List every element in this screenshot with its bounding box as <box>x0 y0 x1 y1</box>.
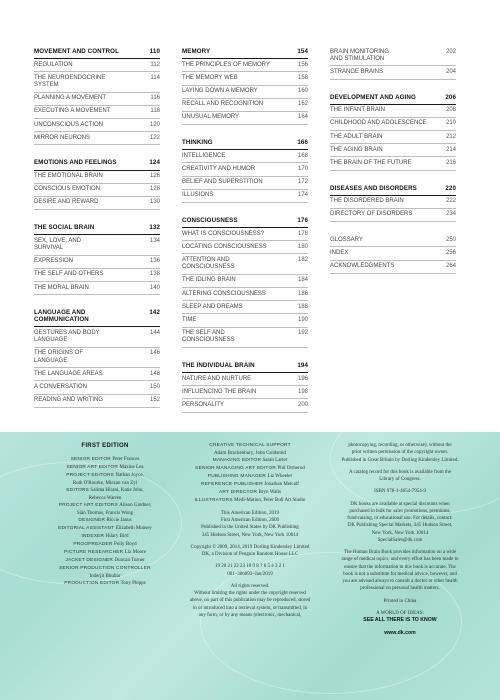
toc-entry[interactable] <box>182 386 308 399</box>
toc-entry[interactable] <box>34 348 160 368</box>
toc-entry[interactable] <box>34 381 160 394</box>
entry-page-number: 162 <box>297 101 308 108</box>
credits-column-3 <box>325 442 475 637</box>
entry-title: ATTENTION AND CONSCIOUSNESS <box>182 256 235 271</box>
credit-line <box>30 495 180 502</box>
credit-line <box>30 533 180 541</box>
entry-title: GESTURES AND BODY LANGUAGE <box>34 329 100 344</box>
section-page-number: 194 <box>297 361 308 369</box>
entry-title: INDEX <box>330 249 349 256</box>
entry-title: UNUSUAL MEMORY <box>182 114 240 121</box>
entry-page-number: 212 <box>445 133 456 140</box>
section-page-number: 110 <box>149 48 160 55</box>
credits-panel <box>0 432 500 700</box>
entry-title: LOCATING CONSCIOUSNESS <box>182 243 267 250</box>
credit-role: CREATIVE TECHNICAL SUPPORT <box>209 443 291 448</box>
section-title: THINKING <box>182 139 213 147</box>
credit-role: EDITORIAL ASSISTANT <box>58 526 115 532</box>
entry-page-number: 256 <box>445 249 456 256</box>
credit-line <box>175 442 325 450</box>
section-page-number: 132 <box>149 224 160 232</box>
entry-page-number: 180 <box>297 243 308 250</box>
credit-name: Siân Thomas, Francis Wong <box>76 510 134 516</box>
entry-page-number: 234 <box>445 211 456 218</box>
credit-line <box>175 497 325 505</box>
entry-page-number: 128 <box>149 186 160 193</box>
entry-title: BELIEF AND SUPERSTITION <box>182 179 263 186</box>
credit-line <box>175 489 325 497</box>
credit-line <box>30 502 180 510</box>
entry-title: STRANGE BRAINS <box>330 68 384 75</box>
toc-entry[interactable] <box>182 99 308 112</box>
toc-entry[interactable] <box>182 241 308 254</box>
toc-column-2 <box>182 46 308 425</box>
entry-title: GLOSSARY <box>330 236 363 243</box>
toc-entry[interactable] <box>330 131 456 144</box>
entry-title: DESIRE AND REWARD <box>34 199 99 206</box>
credit-line <box>175 450 325 457</box>
toc-entry[interactable] <box>34 395 160 408</box>
entry-page-number: 216 <box>445 159 456 166</box>
entry-page-number: 170 <box>297 165 308 172</box>
credit-name: Liz Moore <box>124 550 146 556</box>
credit-name: Ruth O'Rourke, Miezan van Zyl <box>72 480 138 486</box>
credit-name: Bryn Walls <box>258 490 281 496</box>
entry-title: BRAIN MONITORING AND STIMULATION <box>330 48 389 62</box>
entry-page-number: 152 <box>149 397 160 404</box>
entry-page-number: 156 <box>297 61 308 68</box>
credit-line <box>30 549 180 557</box>
toc-entry[interactable] <box>182 288 308 301</box>
entry-title: ALTERING CONSCIOUSNESS <box>182 290 266 297</box>
credit-role: PUBLISHING MANAGER <box>207 474 267 480</box>
credit-role: REFERENCE PUBLISHER <box>201 482 263 488</box>
entry-title: THE NEUROENDOCRINE SYSTEM <box>34 74 106 88</box>
entry-title: TIME <box>182 316 197 323</box>
toc-entry[interactable] <box>182 177 308 190</box>
credit-role: PRODUCTION EDITOR <box>64 581 120 587</box>
credit-line <box>30 487 180 495</box>
toc-entry[interactable] <box>34 171 160 184</box>
entry-title: THE ORIGINS OF LANGUAGE <box>34 350 84 364</box>
credit-name: Rebecca Warren <box>88 495 122 501</box>
toc-section <box>182 137 308 203</box>
website-link[interactable]: www.dk.com <box>384 629 416 636</box>
entry-page-number: 118 <box>150 108 160 115</box>
credit-line <box>30 464 180 472</box>
isbn: ISBN 978-1-4654-7954-9 <box>374 489 426 495</box>
section-page-number: 142 <box>149 309 160 317</box>
special-sales: DK books are available at special discounts when purchased in bulk for sales promotions, premiums, fund-raising, or educational use. For details, contact: DK Publishing Special Markets, 345 Hudson Street, New York, New York 10014 SpecialSales@dk.com <box>347 501 453 543</box>
entry-page-number: 120 <box>149 121 160 128</box>
credit-name: Tony Phipps <box>120 581 146 587</box>
toc-entry[interactable] <box>330 247 456 260</box>
section-page-number: 124 <box>149 159 160 167</box>
credit-role: EDITORS <box>66 487 90 493</box>
entry-title: THE IDLING BRAIN <box>182 277 236 284</box>
entry-title: THE SELF AND CONSCIOUSNESS <box>182 330 235 344</box>
toc-entry[interactable] <box>330 105 456 118</box>
toc-entry[interactable] <box>182 190 308 203</box>
entry-title: THE ADULT BRAIN <box>330 133 383 140</box>
entry-page-number: 190 <box>297 316 308 323</box>
credit-name: Polly Boyd <box>113 542 137 548</box>
edition-heading: FIRST EDITION <box>81 443 129 449</box>
entry-page-number: 164 <box>297 114 308 121</box>
entry-title: NATURE AND NURTURE <box>182 375 252 382</box>
credit-role: PROJECT EDITORS <box>66 472 115 478</box>
toc-entry[interactable] <box>34 132 160 145</box>
credit-line <box>175 473 325 481</box>
toc-section <box>34 46 160 145</box>
toc-entry[interactable] <box>330 209 456 222</box>
entry-page-number: 168 <box>297 152 308 159</box>
catalog-record: A catalog record for this book is available from the Library of Congress. <box>348 469 452 482</box>
credit-role: DESIGNER <box>78 518 106 524</box>
entry-page-number: 134 <box>149 237 160 244</box>
section-heading[interactable] <box>182 360 308 373</box>
entry-title: ILLUSIONS <box>182 192 214 199</box>
credit-name: Jonathan Metcalf <box>264 482 299 488</box>
credit-role: JACKET DESIGNER <box>65 557 114 563</box>
entry-title: THE BRAIN OF THE FUTURE <box>330 159 412 166</box>
toc-entry[interactable] <box>182 72 308 85</box>
credit-role: ILLUSTRATORS <box>194 497 233 503</box>
entry-page-number: 160 <box>297 88 308 94</box>
toc-entry[interactable] <box>330 261 456 274</box>
entry-title: THE AGING BRAIN <box>330 146 383 153</box>
credits-column-2 <box>175 442 325 624</box>
slogan: SEE ALL THERE IS TO KNOW <box>363 617 437 623</box>
section-heading[interactable] <box>34 46 160 59</box>
section-heading[interactable] <box>34 307 160 327</box>
entry-title: THE SELF AND OTHERS <box>34 271 104 278</box>
entry-page-number: 174 <box>297 192 308 199</box>
toc-entry[interactable] <box>182 314 308 327</box>
entry-page-number: 196 <box>297 375 308 382</box>
section-heading[interactable] <box>330 183 456 196</box>
toc-entry[interactable] <box>182 163 308 176</box>
entry-page-number: 144 <box>149 329 160 336</box>
entry-page-number: 172 <box>297 179 308 186</box>
toc-section <box>330 183 456 223</box>
toc-entry[interactable] <box>34 106 160 119</box>
toc-entry[interactable] <box>330 118 456 131</box>
entry-page-number: 112 <box>150 61 160 68</box>
credit-role: PROJECT ART EDITORS <box>58 503 118 508</box>
credit-name: Hilary Bird <box>105 534 129 540</box>
credit-line <box>30 580 180 588</box>
toc-entry[interactable] <box>182 112 308 125</box>
toc-entry[interactable] <box>34 282 160 295</box>
entry-page-number: 250 <box>445 236 456 243</box>
toc-entry[interactable] <box>330 144 456 157</box>
toc-entry[interactable] <box>34 269 160 282</box>
entry-page-number: 126 <box>149 173 160 180</box>
entry-title: INFLUENCING THE BRAIN <box>182 388 257 395</box>
credit-line <box>30 480 180 487</box>
credit-role: PICTURE RESEARCHER <box>64 550 124 556</box>
staff-list <box>175 442 325 505</box>
credit-name: Riccie Janus <box>106 518 132 524</box>
entry-page-number: 136 <box>149 258 160 265</box>
medical-disclaimer: The Human Brain Book provides information on a wide range of medical topics, and every effort has been made to ensure that the information in this book is accurate. The book is not a substitute for medical advice, however, and you are advised always to consult a doctor or other health professional on personal health matters. <box>341 550 459 592</box>
credit-role: MANAGING EDITOR <box>212 458 262 464</box>
entry-page-number: 140 <box>149 284 160 291</box>
entry-title: THE LANGUAGE AREAS <box>34 370 103 377</box>
toc-entry[interactable] <box>182 59 308 72</box>
credit-line <box>30 456 180 464</box>
entry-title: THE INFANT BRAIN <box>330 107 385 114</box>
section-title: THE INDIVIDUAL BRAIN <box>182 361 255 369</box>
section-title: MOVEMENT AND CONTROL <box>34 48 119 55</box>
entry-page-number: 114 <box>150 74 160 81</box>
section-title: DEVELOPMENT AND AGING <box>330 93 416 101</box>
entry-title: CONSCIOUS EMOTION <box>34 186 101 193</box>
credit-line <box>30 573 180 580</box>
toc-column-1 <box>34 46 160 420</box>
printed-in: Printed in China <box>383 598 417 604</box>
entry-title: PLANNING A MOVEMENT <box>34 95 107 102</box>
entry-title: EXECUTING A MOVEMENT <box>34 108 111 115</box>
section-heading[interactable] <box>182 137 308 150</box>
entry-page-number: 146 <box>149 350 160 357</box>
entry-title: UNCONSCIOUS ACTION <box>34 121 104 128</box>
toc-section <box>330 46 456 80</box>
toc-entry[interactable] <box>182 301 308 314</box>
credit-name: Duncan Turner <box>114 557 145 563</box>
credit-name: Medi-Mation, Peter Bull Art Studio <box>234 497 306 503</box>
entry-title: ACKNOWLEDGMENTS <box>330 263 395 269</box>
publication-info: This American Edition, 2019 First American Edition, 2009 Published in the United States by DK Publishing 345 Hudson Street, New York, New York 10014 <box>201 510 299 538</box>
toc-entry[interactable] <box>182 275 308 288</box>
credit-name: Peter Frances <box>112 456 140 462</box>
credit-line <box>175 457 325 465</box>
section-title: MEMORY <box>182 48 211 55</box>
toc-entry[interactable] <box>330 157 456 170</box>
section-title: EMOTIONS AND FEELINGS <box>34 159 117 167</box>
toc-entry[interactable] <box>182 150 308 163</box>
world-of-ideas: A WORLD OF IDEAS: <box>376 610 424 616</box>
toc-section <box>34 157 160 210</box>
credit-name: Phil Ormerod <box>277 466 305 472</box>
credit-line <box>175 465 325 473</box>
credit-line <box>30 510 180 517</box>
entry-page-number: 200 <box>297 401 308 408</box>
toc-entry[interactable] <box>182 373 308 386</box>
toc-entry[interactable] <box>34 235 160 255</box>
entry-page-number: 150 <box>149 383 160 390</box>
entry-title: THE MORAL BRAIN <box>34 284 89 291</box>
entry-title: THE EMOTIONAL BRAIN <box>34 173 103 180</box>
entry-title: MIRROR NEURONS <box>34 134 91 141</box>
entry-page-number: 208 <box>445 107 456 114</box>
credit-role: SENIOR EDITOR <box>70 456 111 462</box>
credit-role: ART DIRECTOR <box>219 490 258 496</box>
section-page-number: 206 <box>445 93 456 101</box>
entry-page-number: 264 <box>445 263 456 269</box>
entry-page-number: 186 <box>297 290 308 297</box>
credit-line <box>30 517 180 525</box>
credit-name: Sarah Larter <box>262 458 288 464</box>
toc-entry[interactable] <box>34 72 160 92</box>
entry-page-number: 222 <box>445 198 456 205</box>
section-title: DISEASES AND DISORDERS <box>330 184 417 192</box>
toc-entry[interactable] <box>182 86 308 99</box>
toc-entry[interactable] <box>34 368 160 381</box>
credit-role: SENIOR MANAGING ART EDITOR <box>195 466 277 472</box>
section-heading[interactable] <box>34 222 160 235</box>
toc-entry[interactable] <box>182 228 308 241</box>
section-heading[interactable] <box>182 46 308 59</box>
entry-page-number: 116 <box>150 95 160 102</box>
toc-entry[interactable] <box>34 256 160 269</box>
entry-title: PERSONALITY <box>182 401 225 408</box>
toc-entry[interactable] <box>34 59 160 72</box>
entry-title: DIRECTORY OF DISORDERS <box>330 211 413 218</box>
entry-title: INTELLIGENCE <box>182 152 226 159</box>
credit-role: INDEXER <box>81 534 105 540</box>
toc-entry[interactable] <box>34 197 160 210</box>
entry-page-number: 138 <box>149 271 160 278</box>
entry-page-number: 192 <box>297 330 308 337</box>
section-title: CONSCIOUSNESS <box>182 216 238 224</box>
section-page-number: 176 <box>297 216 308 224</box>
credits-column-1 <box>30 442 180 588</box>
toc-entry[interactable] <box>330 46 456 66</box>
toc-entry[interactable] <box>330 234 456 247</box>
credit-line <box>30 541 180 549</box>
toc-entry[interactable] <box>182 328 308 348</box>
toc-section <box>182 215 308 348</box>
entry-title: RECALL AND RECOGNITION <box>182 101 264 108</box>
entry-title: READING AND WRITING <box>34 397 104 404</box>
toc-section <box>34 307 160 408</box>
section-title: THE SOCIAL BRAIN <box>34 224 95 232</box>
credit-name: Elizabeth Munsey <box>115 526 152 532</box>
toc-entry[interactable] <box>34 119 160 132</box>
entry-title: CHILDHOOD AND ADOLESCENCE <box>330 120 427 127</box>
credit-name: Liz Wheeler <box>267 474 293 480</box>
section-page-number: 220 <box>445 184 456 192</box>
entry-title: WHAT IS CONSCIOUSNESS? <box>182 230 265 237</box>
credit-line <box>30 472 180 480</box>
section-heading[interactable] <box>330 92 456 105</box>
toc-entry[interactable] <box>34 93 160 106</box>
credit-line <box>30 557 180 565</box>
entry-title: SLEEP AND DREAMS <box>182 303 243 310</box>
entry-page-number: 210 <box>445 120 456 127</box>
credit-name: Alison Gardner, <box>119 503 152 508</box>
credit-name: Maxine Lea <box>119 464 144 470</box>
entry-title: THE PRINCIPLES OF MEMORY <box>182 61 270 68</box>
toc-entry[interactable] <box>330 196 456 209</box>
credit-name: Inderjit Bhullar <box>89 573 121 579</box>
entry-page-number: 198 <box>297 388 308 395</box>
entry-page-number: 130 <box>149 199 160 206</box>
toc-entry[interactable] <box>330 66 456 79</box>
entry-page-number: 148 <box>149 370 160 377</box>
section-title: LANGUAGE AND COMMUNICATION <box>34 309 89 324</box>
section-heading[interactable] <box>182 215 308 228</box>
entry-page-number: 122 <box>149 134 160 141</box>
section-page-number: 166 <box>297 139 308 147</box>
toc-entry[interactable] <box>182 254 308 274</box>
toc-section <box>330 234 456 274</box>
entry-title: SEX, LOVE, AND SURVIVAL <box>34 237 82 251</box>
toc-section <box>182 360 308 413</box>
entry-title: CREATIVITY AND HUMOR <box>182 165 256 172</box>
staff-list <box>30 456 180 588</box>
entry-title: EXPRESSION <box>34 258 74 265</box>
entry-title: THE MEMORY WEB <box>182 74 238 81</box>
toc-section <box>182 46 308 125</box>
entry-page-number: 158 <box>297 74 308 81</box>
entry-page-number: 178 <box>297 230 308 237</box>
entry-page-number: 202 <box>445 48 456 55</box>
toc-column-3 <box>330 46 456 286</box>
rights-continued: photocopying, recording, or otherwise), without the prior written permission of the copyright owner. Published in Great Britain by Dorling Kindersley Limited. <box>341 443 459 463</box>
section-page-number: 154 <box>297 48 308 55</box>
entry-page-number: 184 <box>297 277 308 284</box>
copyright-notice: Copyright © 2009, 2014, 2019 Dorling Kindersley Limited DK, a Division of Penguin Random House LLC <box>190 544 310 558</box>
section-heading[interactable] <box>34 157 160 170</box>
credit-name: Adam Brackenbury, John Goldsmid <box>214 450 286 456</box>
credit-role: SENIOR PRODUCTION CONTROLLER <box>59 565 151 571</box>
toc-entry[interactable] <box>34 184 160 197</box>
toc-section <box>330 92 456 171</box>
entry-title: LAYING DOWN A MEMORY <box>182 88 258 94</box>
credit-line <box>30 525 180 533</box>
entry-page-number: 214 <box>445 146 456 153</box>
credit-line <box>30 565 180 573</box>
entry-title: REGULATION <box>34 61 73 68</box>
toc-entry[interactable] <box>182 399 308 412</box>
entry-page-number: 188 <box>297 303 308 310</box>
entry-page-number: 204 <box>445 68 456 75</box>
credit-name: Salima Hirani, Katie John, <box>90 487 144 493</box>
credit-line <box>175 481 325 489</box>
entry-page-number: 182 <box>297 256 308 263</box>
rights-notice: All rights reserved. Without limiting the rights under the copyright reserved above, no part of this publication may be reproduced, stored in or introduced into a retrieval system, or transmitted, in any form, or by any means (electronic, mechanical, <box>189 583 311 618</box>
toc-section <box>34 222 160 295</box>
entry-title: A CONVERSATION <box>34 383 87 390</box>
entry-title: THE DISORDERED BRAIN <box>330 198 404 205</box>
credit-name: Nathan Joyce, <box>115 472 144 478</box>
credit-role: PROOFREADER <box>73 542 113 548</box>
toc-entry[interactable] <box>34 327 160 347</box>
print-numbers: 19 20 21 22 23 10 9 8 7 6 5 4 3 2 1 001–306093–Jan/2019 <box>215 564 285 577</box>
credit-role: SENIOR ART EDITOR <box>66 464 119 470</box>
